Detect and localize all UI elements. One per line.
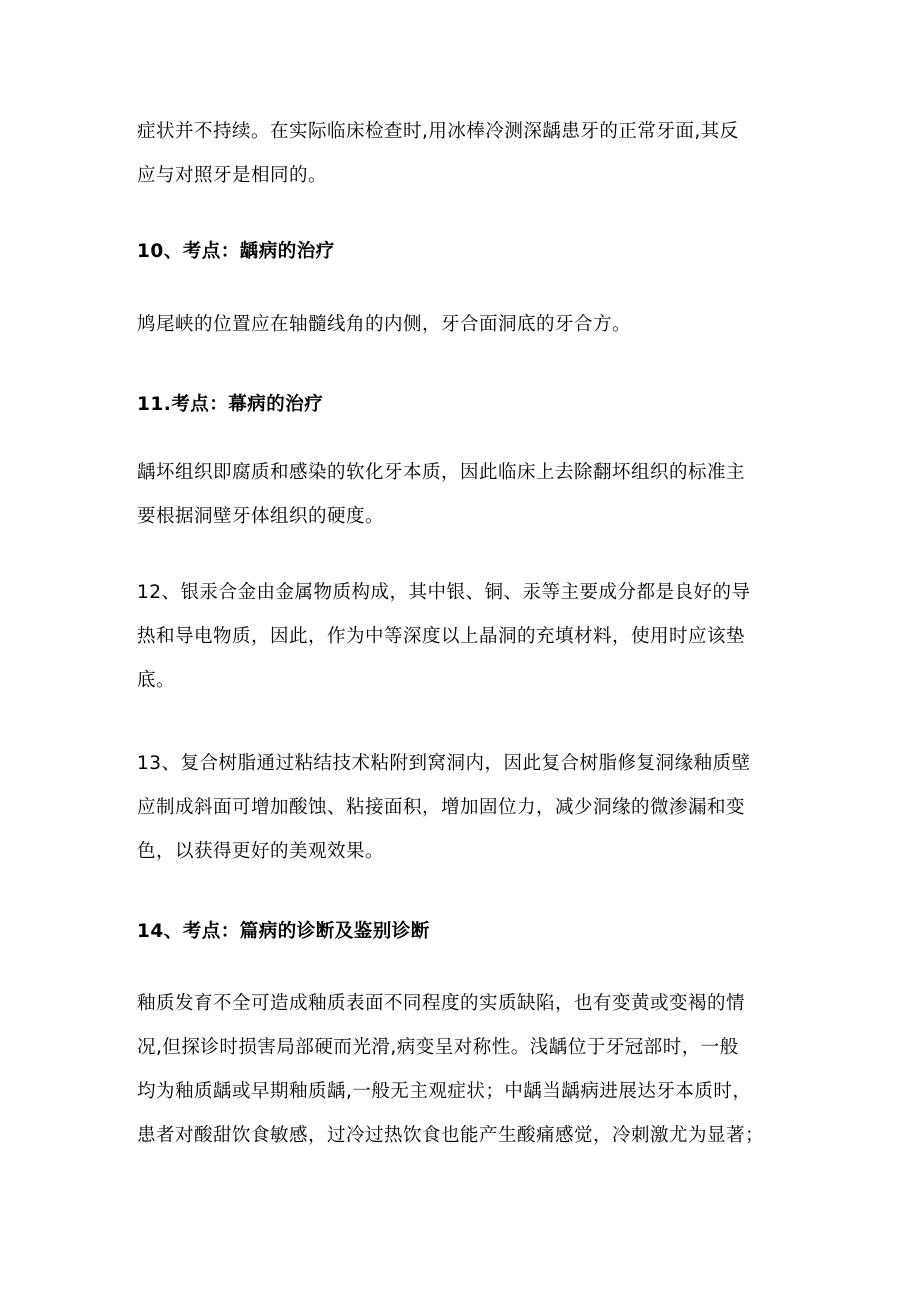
paragraph-symptom-note — [137, 110, 797, 198]
text-line: 底。 — [137, 670, 176, 691]
text-line: 12、银汞合金由金属物质构成，其中银、铜、汞等主要成分都是良好的导 — [137, 582, 751, 603]
heading-text: 11.考点：幕病的治疗 — [137, 394, 324, 415]
text-line: 要根据洞壁牙体组织的硬度。 — [137, 506, 385, 527]
heading-text: 10、考点：龋病的治疗 — [137, 241, 335, 262]
heading-10 — [137, 230, 797, 274]
paragraph-13 — [137, 742, 797, 874]
paragraph-14 — [137, 982, 797, 1158]
text-line: 釉质发育不全可造成釉质表面不同程度的实质缺陷，也有变黄或变褐的情 — [137, 993, 746, 1014]
text-line: 况,但探诊时损害局部硬而光滑,病变呈对称性。浅龋位于牙冠部时，一般 — [137, 1037, 739, 1058]
heading-11 — [137, 383, 797, 427]
text-line: 色，以获得更好的美观效果。 — [137, 841, 385, 862]
text-line: 症状并不持续。在实际临床检查时,用冰棒冷测深龋患牙的正常牙面,其反 — [137, 121, 739, 142]
text-line: 龋坏组织即腐质和感染的软化牙本质，因此临床上去除翻坏组织的标准主 — [137, 462, 746, 483]
text-line: 热和导电物质，因此，作为中等深度以上晶洞的充填材料，使用时应该垫 — [137, 626, 746, 647]
paragraph-12 — [137, 571, 797, 703]
text-line: 应与对照牙是相同的。 — [137, 165, 328, 186]
text-line: 鸠尾峡的位置应在轴髓线角的内侧，牙合面洞底的牙合方。 — [137, 314, 632, 335]
paragraph-11 — [137, 451, 797, 539]
paragraph-10 — [137, 303, 797, 347]
text-line: 应制成斜面可增加酸蚀、粘接面积，增加固位力，减少洞缘的微渗漏和变 — [137, 797, 746, 818]
text-line: 均为釉质龋或早期釉质龋,一般无主观症状；中龋当龋病进展达牙本质时， — [137, 1081, 752, 1102]
text-line: 患者对酸甜饮食敏感，过冷过热饮食也能产生酸痛感觉，冷刺激尤为显著； — [137, 1125, 765, 1146]
text-line: 13、复合树脂通过粘结技术粘附到窝洞内，因此复合树脂修复洞缘釉质壁 — [137, 753, 751, 774]
heading-text: 14、考点：篇病的诊断及鉴别诊断 — [137, 921, 430, 942]
heading-14 — [137, 910, 797, 954]
